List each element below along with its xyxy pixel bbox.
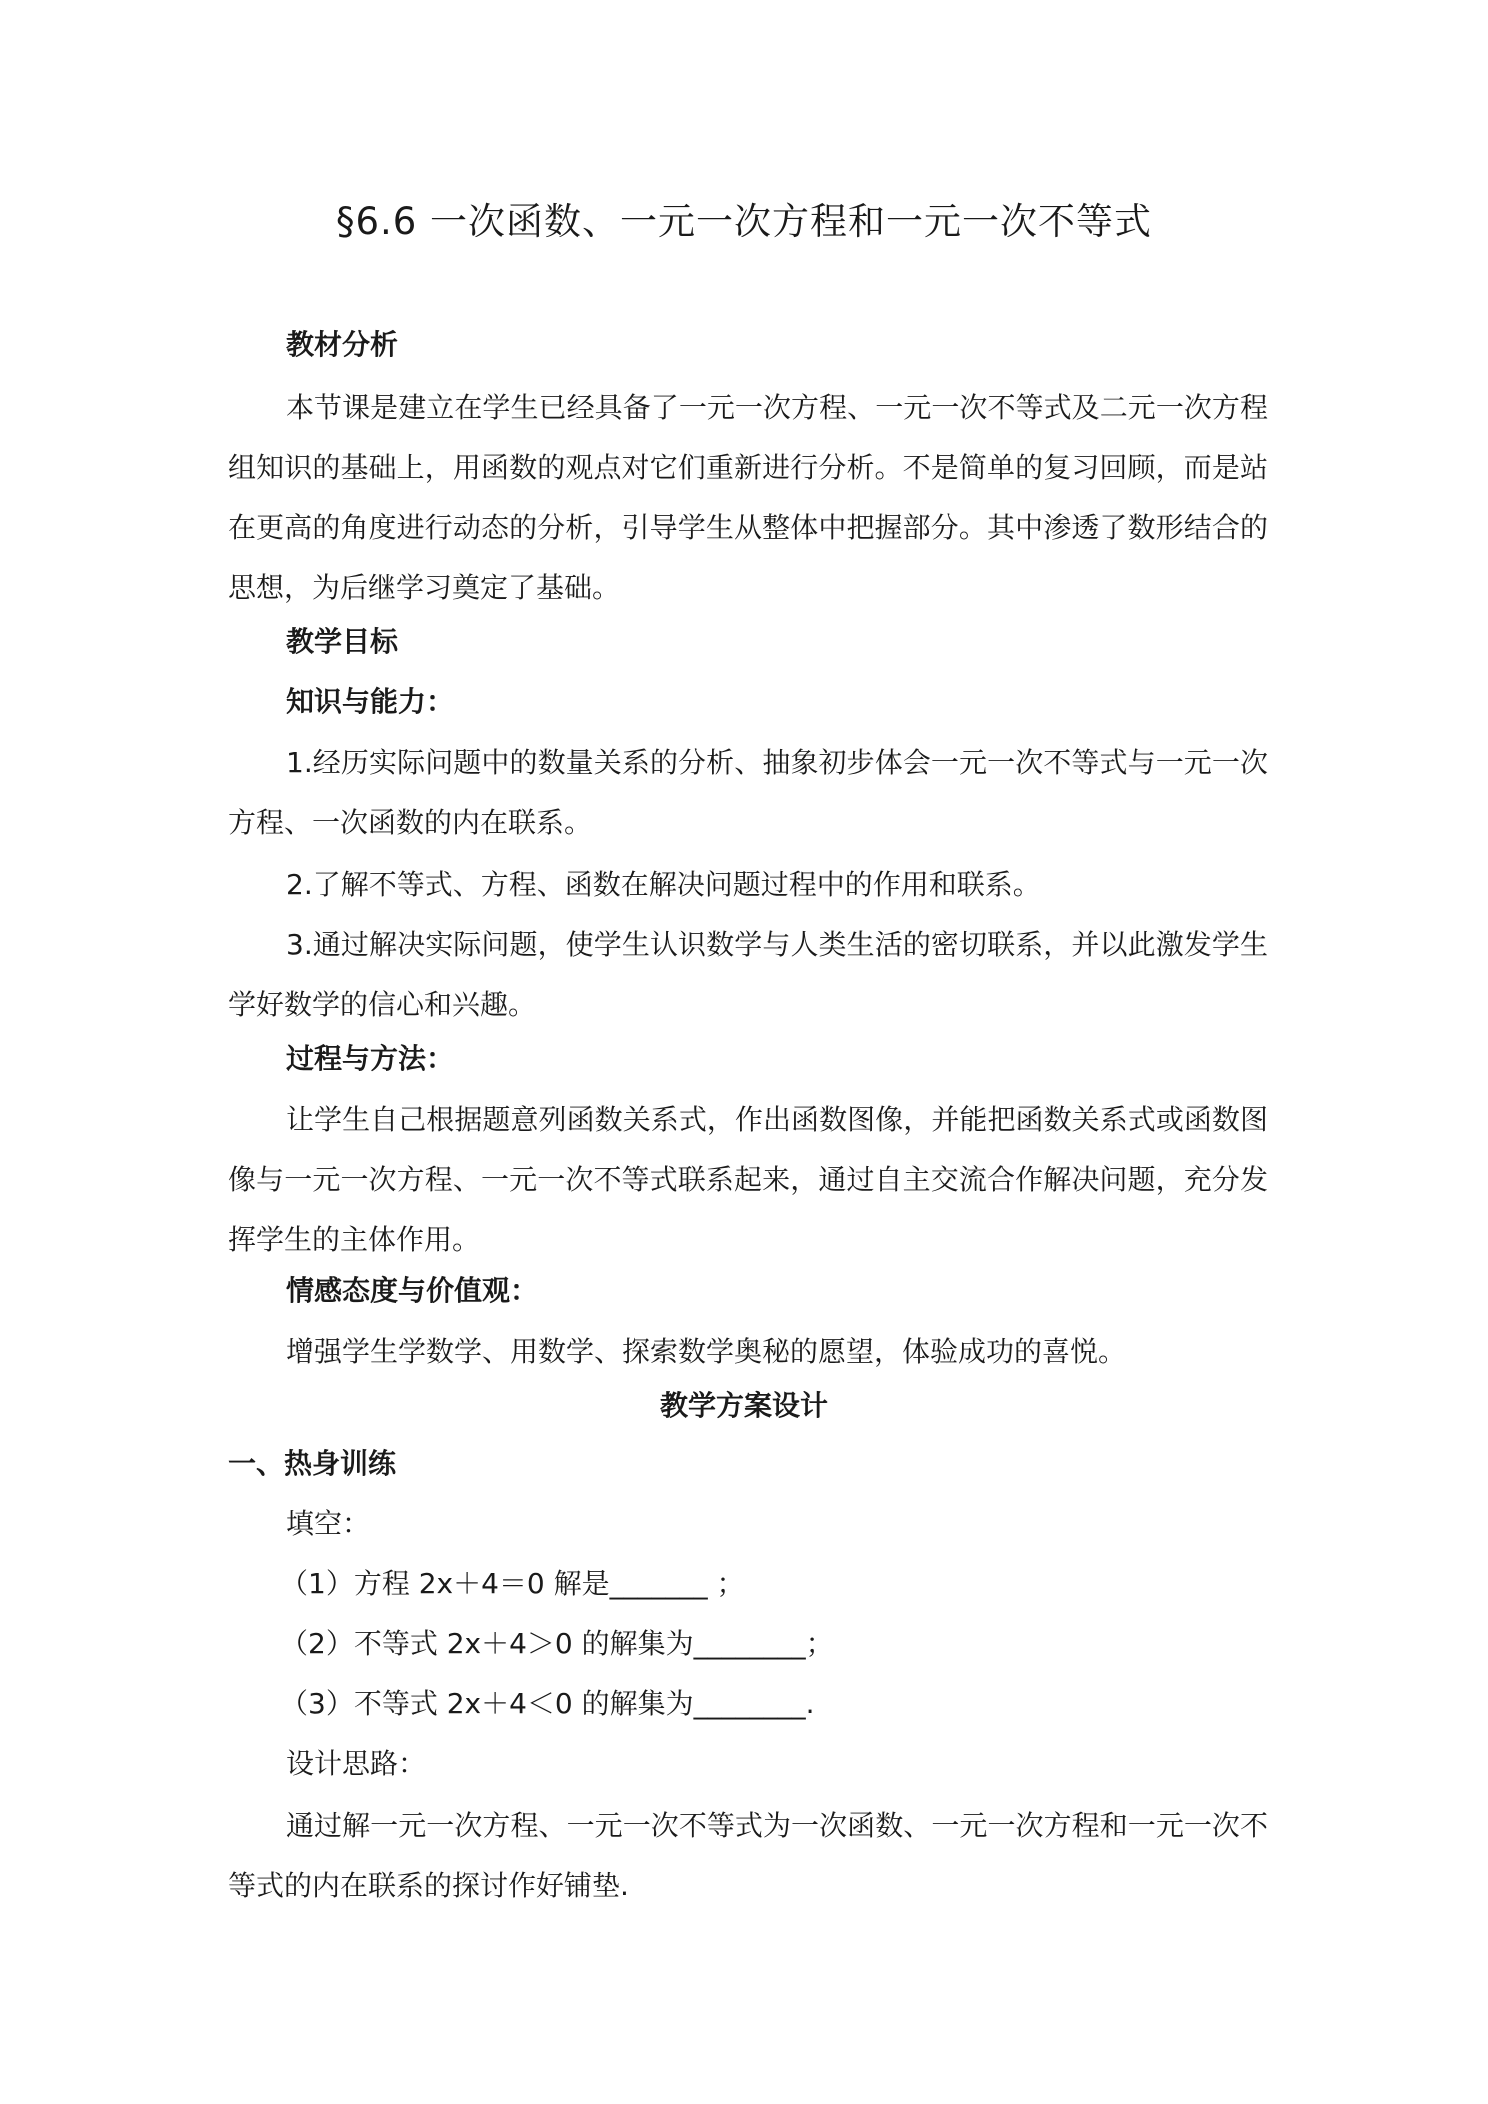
process-paragraph: 让学生自己根据题意列函数关系式，作出函数图像，并能把函数关系式或函数图像与一元一次方程、一元一次不等式联系起来，通过自主交流合作解决问题，充分发挥学生的主体作用。 bbox=[228, 1103, 1268, 1256]
process-heading: 过程与方法： bbox=[286, 1042, 455, 1075]
question-1: （1）方程 2x＋4＝0 解是_______ ； bbox=[280, 1567, 745, 1600]
goal-item-1: 1.经历实际问题中的数量关系的分析、抽象初步体会一元一次不等式与一元一次方程、一次函数的内在联系。 bbox=[228, 746, 1268, 839]
analysis-paragraph: 本节课是建立在学生已经具备了一元一次方程、一元一次不等式及二元一次方程组知识的基础上，用函数的观点对它们重新进行分析。不是简单的复习回顾，而是站在更高的角度进行动态的分析，引导学生从整体中把握部分。其中渗透了数形结合的思想，为后继学习奠定了基础。 bbox=[228, 391, 1268, 604]
goal-item-3: 3.通过解决实际问题，使学生认识数学与人类生活的密切联系，并以此激发学生学好数学的信心和兴趣。 bbox=[228, 928, 1268, 1021]
question-2: （2）不等式 2x＋4＞0 的解集为________； bbox=[280, 1627, 834, 1660]
document-title: §6.6 一次函数、一元一次方程和一元一次不等式 bbox=[335, 200, 1153, 243]
idea-label: 设计思路： bbox=[286, 1747, 427, 1780]
goals-heading: 教学目标 bbox=[286, 625, 399, 658]
attitude-heading: 情感态度与价值观： bbox=[286, 1274, 539, 1307]
goal-item-2: 2.了解不等式、方程、函数在解决问题过程中的作用和联系。 bbox=[286, 868, 1041, 901]
analysis-heading: 教材分析 bbox=[286, 328, 399, 361]
question-3: （3）不等式 2x＋4＜0 的解集为________. bbox=[280, 1687, 815, 1720]
design-heading: 教学方案设计 bbox=[659, 1389, 828, 1422]
idea-paragraph: 通过解一元一次方程、一元一次不等式为一次函数、一元一次方程和一元一次不等式的内在联系的探讨作好铺垫. bbox=[228, 1809, 1268, 1902]
warmup-heading: 一、热身训练 bbox=[228, 1447, 397, 1480]
fill-label: 填空： bbox=[286, 1507, 371, 1540]
knowledge-heading: 知识与能力： bbox=[286, 685, 455, 718]
attitude-paragraph: 增强学生学数学、用数学、探索数学奥秘的愿望，体验成功的喜悦。 bbox=[286, 1335, 1127, 1368]
